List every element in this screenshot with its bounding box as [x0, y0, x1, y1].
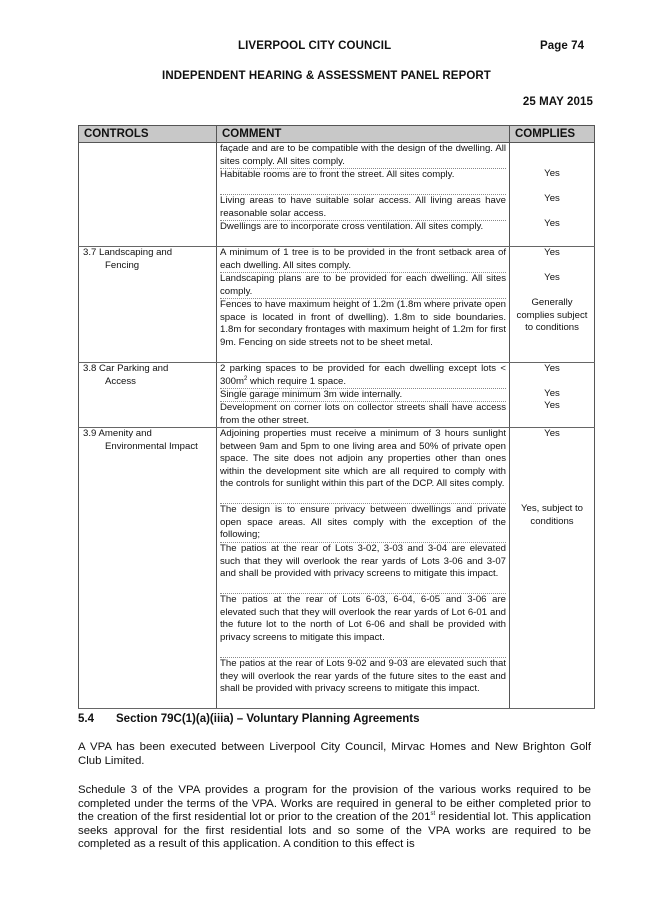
controls-table: [78, 125, 595, 709]
body-paragraph: [78, 784, 591, 852]
comment-item: The patios at the rear of Lots 6-03, 6-04, 6-05 and 3-06 are elevated such that they will overlook the rear yards of Lot 6-01 and the future lot to the north of Lot 6-06 and shall be provided with privacy screens to mitigate this impact.: [220, 594, 506, 658]
comment-item: A minimum of 1 tree is to be provided in the front setback area of each dwelling. All sites comply.: [220, 247, 506, 273]
complies-item: [513, 591, 591, 654]
section-heading: [78, 713, 420, 725]
body-paragraph: A VPA has been executed between Liverpool City Council, Mirvac Homes and New Brighton Golf Club Limited.: [78, 741, 591, 767]
complies-cell: [510, 428, 595, 709]
complies-item: [513, 143, 591, 168]
council-name: LIVERPOOL CITY COUNCIL: [238, 40, 392, 52]
section-title: Section 79C(1)(a)(iiia) – Voluntary Planning Agreements: [116, 713, 420, 725]
comment-item: The design is to ensure privacy between dwellings and private open space areas. All sites comply with the exception of the following;: [220, 504, 506, 543]
comment-item: Fences to have maximum height of 1.2m (1.8m where private open space is located in front of dwelling). 1.8m to side boundaries. 1.8m for secondary frontages with maximum height of 1.2m for first 9m. Fencing on side streets not to be sheet metal.: [220, 299, 506, 348]
comment-item: Living areas to have suitable solar access. All living areas have reasonable solar access.: [220, 195, 506, 221]
superscript: st: [430, 811, 436, 818]
comment-item: Habitable rooms are to front the street. All sites comply.: [220, 169, 506, 195]
table-row: [79, 247, 595, 363]
comment-cell: [217, 247, 510, 363]
comment-item: [220, 363, 506, 389]
table-row: [79, 363, 595, 428]
complies-item: Yes: [544, 168, 560, 179]
control-cell: [79, 363, 217, 428]
control-cell: [79, 428, 217, 709]
control-label: 3.8 Car Parking and: [83, 363, 169, 374]
superscript: 2: [244, 375, 248, 382]
complies-item: Yes: [544, 193, 560, 204]
complies-item: [513, 654, 591, 704]
table-row: [79, 143, 595, 247]
table-header-row: [79, 126, 595, 143]
comment-item: The patios at the rear of Lots 3-02, 3-03 and 3-04 are elevated such that they will overlook the rear yards of Lots 3-06 and 3-07 and shall be provided with privacy screens to mitigate this impact.: [220, 543, 506, 594]
complies-item: Yes: [544, 388, 560, 399]
complies-item: Yes: [544, 218, 560, 229]
control-label-continued: Fencing: [105, 259, 140, 271]
complies-item: Yes: [544, 247, 560, 258]
control-label-continued: Access: [105, 375, 136, 387]
paragraph-text: Schedule 3 of the VPA provides a program for the provision of the various works required to be completed under the terms of the VPA. Works are required in general to be either completed prior to the creation of the first residential lot or prior to the creation of the 201: [78, 784, 591, 824]
complies-item: [513, 541, 591, 591]
complies-item: Generally complies subject to conditions: [516, 297, 588, 334]
comment-item: Adjoining properties must receive a minimum of 3 hours sunlight between 9am and 5pm to one living area and 50% of private open space. The site does not adjoin any properties other than ones within the development site which are all required to comply with the controls for sunlight within this part of the DCP. All sites comply.: [220, 428, 506, 504]
comment-cell: [217, 143, 510, 247]
complies-item: Yes: [544, 272, 560, 283]
report-title: INDEPENDENT HEARING & ASSESSMENT PANEL REPORT: [162, 70, 491, 82]
comment-item: The patios at the rear of Lots 9-02 and 9-03 are elevated such that they will overlook the rear yards of the future sites to the east and shall be provided with privacy screens to mitigate this impact.: [220, 658, 506, 695]
comment-item: Development on corner lots on collector streets shall have access from the other street.: [220, 402, 506, 426]
controls-column-header: CONTROLS: [79, 126, 217, 143]
section-number: 5.4: [78, 713, 94, 725]
comment-item: Single garage minimum 3m wide internally.: [220, 389, 506, 402]
table-row: [79, 428, 595, 709]
paragraph-text: residential lot. This application seeks approval for the first residential lots and so some of the VPA works are required to be completed as a result of this application. A condition to this effect is: [78, 811, 591, 851]
report-date: 25 MAY 2015: [522, 96, 593, 108]
complies-item: Yes, subject to conditions: [520, 503, 584, 527]
comment-item: façade and are to be compatible with the design of the dwelling. All sites comply. All sites comply.: [220, 143, 506, 169]
comment-text: 2 parking spaces to be provided for each dwelling except lots < 300m: [220, 363, 506, 387]
complies-cell: [510, 363, 595, 428]
comment-column-header: COMMENT: [217, 126, 510, 143]
control-cell: [79, 247, 217, 363]
complies-item: Yes: [544, 428, 560, 439]
control-cell: [79, 143, 217, 247]
comment-item: Landscaping plans are to be provided for each dwelling. All sites comply.: [220, 273, 506, 299]
complies-cell: [510, 247, 595, 363]
comment-item: Dwellings are to incorporate cross ventilation. All sites comply.: [220, 221, 484, 232]
control-label-continued: Environmental Impact: [105, 440, 198, 452]
comment-text: which require 1 space.: [247, 375, 346, 387]
control-label: 3.7 Landscaping and: [83, 247, 173, 258]
complies-item: Yes: [544, 400, 560, 411]
control-label: 3.9 Amenity and: [83, 428, 152, 439]
comment-cell: [217, 428, 510, 709]
complies-item: Yes: [544, 363, 560, 374]
complies-column-header: COMPLIES: [510, 126, 595, 143]
page-number: Page 74: [540, 40, 585, 52]
comment-cell: [217, 363, 510, 428]
complies-cell: [510, 143, 595, 247]
